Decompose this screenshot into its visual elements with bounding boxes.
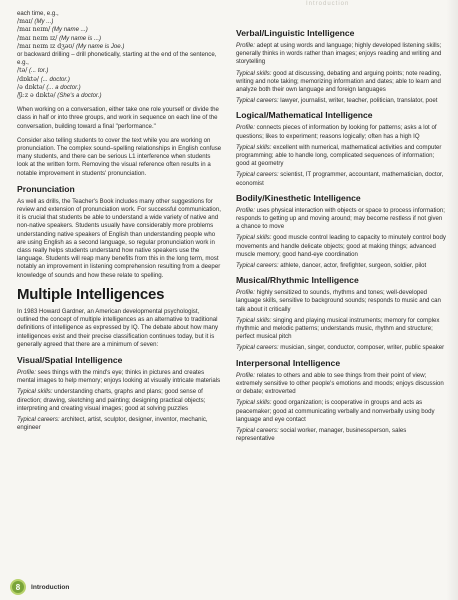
cover-text-paragraph: Consider also telling students to cover the text while you are working on pronunciation. The complex sound–spelling relationships in English confuse many students, and there can be serious L1 interference when students look at the written form. Removing the visual reference often results in a notable improvement in students' pronunciation. xyxy=(17,136,222,177)
section-heading: Interpersonal Intelligence xyxy=(236,357,341,368)
ipa-gloss: (She's a doctor.) xyxy=(55,92,102,100)
pronunciation-paragraph: As well as drills, the Teacher's Book includes many other suggestions for review and extension of pronunciation work. For successful communication, it is crucial that students be able to understand a wide variety of native and non-native speakers. Students usually have considerably more problems understanding native speakers of English than understanding people who are using English as a second language, so regular pronunciation work in class really helps students understand how native speakers use the language. Students will reap many benefits from this in the long term, most notably an improvement in listening comprehension resulting from a deeper knowledge of sounds and how these relate to spelling. xyxy=(17,197,221,279)
profile-label: Profile: xyxy=(236,42,255,49)
ipa-line xyxy=(17,18,222,26)
careers-text: architect, artist, sculptor, designer, inventor, mechanic, engineer xyxy=(17,415,208,432)
skills-label: Typical skills: xyxy=(236,234,272,242)
ipa-line xyxy=(17,26,222,34)
profile-entry xyxy=(236,124,446,140)
ipa-line xyxy=(17,92,222,100)
careers-entry xyxy=(236,427,446,443)
section-heading: Visual/Spatial Intelligence xyxy=(17,354,123,365)
ipa-gloss: (My name is Joe.) xyxy=(74,42,125,50)
ipa-gloss: (My ...) xyxy=(32,18,54,26)
careers-entry xyxy=(236,262,446,270)
skills-entry xyxy=(17,388,222,413)
section-heading: Bodily/Kinesthetic Intelligence xyxy=(236,192,361,203)
backward-drilling-text: or backward drilling – drill phonetically, starting at the end of the sentence, e.g., xyxy=(17,51,217,67)
ipa-text: /maɪ neɪm/ xyxy=(17,26,51,34)
careers-entry xyxy=(17,416,222,432)
careers-label: Typical careers: xyxy=(17,415,60,423)
skills-text: excellent with numerical, mathematical activities and computer programming; able to handle long, complicated sequences of information; good at geometry xyxy=(236,143,442,168)
profile-entry xyxy=(17,369,222,385)
skills-entry xyxy=(236,70,446,95)
skills-entry xyxy=(236,317,446,342)
careers-text: scientist, IT programmer, accountant, mathematician, doctor, economist xyxy=(236,171,444,187)
skills-label: Typical skills: xyxy=(236,143,272,151)
careers-text: lawyer, journalist, writer, teacher, politician, translator, poet xyxy=(278,97,438,105)
ipa-line xyxy=(17,35,222,43)
profile-entry xyxy=(236,289,446,314)
page-number-badge: 8 xyxy=(10,579,26,595)
skills-entry xyxy=(236,399,446,424)
profile-text: sees things with the mind's eye; thinks in pictures and creates mental images to help memory; enjoys looking at visually intricate materials xyxy=(17,368,221,385)
careers-label: Typical careers: xyxy=(236,344,279,352)
footer-section-label: Introduction xyxy=(31,583,70,591)
ipa-text: /dɒktə/ xyxy=(17,75,39,83)
skills-text: good organization; is cooperative in groups and acts as peacemaker; good at communicating verbally and nonverbally using body language and eye contact xyxy=(236,399,435,423)
ipa-line xyxy=(17,76,222,84)
ipa-text: /maɪ/ xyxy=(17,18,33,26)
profile-entry xyxy=(236,372,446,397)
page-footer xyxy=(10,578,69,596)
section-heading: Logical/Mathematical Intelligence xyxy=(236,110,373,121)
careers-label: Typical careers: xyxy=(236,171,279,179)
ipa-line xyxy=(17,43,222,51)
ipa-text: /tə/ xyxy=(17,67,28,75)
ipa-list-backward xyxy=(17,67,222,100)
ipa-text: /maɪ neɪm ɪz/ xyxy=(17,34,58,42)
profile-label: Profile: xyxy=(236,371,255,379)
multiple-intelligences-paragraph: In 1983 Howard Gardner, an American developmental psychologist, outlined the concept of multiple intelligences as an alternative to traditional definitions of intelligence as expressed by IQ. The debate about how many intelligences exist and their precise classification continues today, but it is generally agreed that there are a minimum of seven: xyxy=(17,307,219,348)
skills-text: understanding charts, graphs and plans; good sense of direction; drawing, sketching and painting; designing practical objects; interpreting and creating visual images; good at solving puzzles xyxy=(17,388,206,412)
skills-text: good muscle control leading to capacity to minutely control body movements and handle delicate objects; good at making things; advanced muscle memory; good hand-eye coordination xyxy=(236,234,446,258)
ipa-text: /maɪ neɪm ɪz dʒəʊ/ xyxy=(17,42,75,50)
interpersonal-section xyxy=(236,358,446,444)
ipa-gloss: (... doctor.) xyxy=(39,75,70,83)
careers-text: musician, singer, conductor, composer, writer, public speaker xyxy=(278,344,445,352)
careers-entry xyxy=(236,344,446,352)
skills-entry xyxy=(236,234,446,259)
logical-mathematical-section xyxy=(236,110,446,187)
section-heading: Musical/Rhythmic Intelligence xyxy=(236,275,359,286)
conversation-paragraph: When working on a conversation, either take one role yourself or divide the class in half or into three groups, and work in sequence on each line of the conversation, building toward a final "performance." xyxy=(17,106,219,130)
careers-entry xyxy=(236,171,446,187)
multiple-intelligences-heading: Multiple Intelligences xyxy=(17,285,165,303)
pronunciation-heading: Pronunciation xyxy=(17,183,75,194)
bodily-kinesthetic-section xyxy=(236,193,446,270)
section-heading: Verbal/Linguistic Intelligence xyxy=(236,28,355,38)
skills-label: Typical skills: xyxy=(236,316,272,324)
profile-text: adept at using words and language; highly developed listening skills; generally thinks in words rather than images; enjoys reading and writing and storytelling xyxy=(236,42,442,66)
ipa-line xyxy=(17,84,222,92)
ipa-line xyxy=(17,67,222,75)
verbal-linguistic-section xyxy=(236,28,446,105)
careers-label: Typical careers: xyxy=(236,97,279,105)
ipa-gloss: (My name ...) xyxy=(50,26,88,34)
careers-entry xyxy=(236,97,446,105)
skills-label: Typical skills: xyxy=(17,388,53,396)
ipa-gloss: (My name is ...) xyxy=(57,34,102,42)
profile-text: connects pieces of information by looking for patterns; asks a lot of questions; likes to experiment; reasons logically; often has a high IQ xyxy=(236,124,437,140)
profile-label: Profile: xyxy=(236,289,255,297)
profile-text: uses physical interaction with objects or space to process information; responds to getting up and moving around; may become restless if not given a chance to move xyxy=(236,206,445,231)
left-column xyxy=(17,10,222,437)
skills-text: singing and playing musical instruments; memory for complex rhythmic and melodic patterns; understands music, rhythm and structure; perfect musical pitch xyxy=(236,316,440,341)
ipa-gloss: (... a doctor.) xyxy=(44,83,81,91)
visual-spatial-section xyxy=(17,355,222,432)
ipa-list-forward xyxy=(17,18,222,51)
profile-label: Profile: xyxy=(236,206,255,214)
right-column xyxy=(236,24,446,448)
careers-text: athlete, dancer, actor, firefighter, surgeon, soldier, pilot xyxy=(278,262,427,270)
page-edge-shadow xyxy=(446,0,458,600)
careers-text: social worker, manager, businessperson, sales representative xyxy=(236,426,407,443)
intro-line: each time, e.g., xyxy=(17,10,59,17)
profile-text: highly sensitized to sounds, rhythms and tones; well-developed language skills, sensitive to background sounds; responds to music and can talk about it critically xyxy=(236,289,441,313)
skills-label: Typical skills: xyxy=(236,69,272,77)
ipa-gloss: (... tor.) xyxy=(27,67,49,75)
profile-entry xyxy=(236,207,446,232)
faint-header-text: Introduction xyxy=(306,1,350,7)
skills-entry xyxy=(236,144,446,169)
profile-entry xyxy=(236,42,446,67)
ipa-text: /ʃiːz ə dɒktə/ xyxy=(17,92,56,100)
profile-label: Profile: xyxy=(236,124,255,132)
profile-label: Profile: xyxy=(17,368,36,376)
skills-text: good at discussing, debating and arguing points; note reading, writing and note taking; memorizing information and dates; able to learn and analyze both their own language and foreign languages xyxy=(236,69,442,94)
careers-label: Typical careers: xyxy=(236,262,279,270)
musical-rhythmic-section xyxy=(236,275,446,352)
ipa-text: /ə dɒktə/ xyxy=(17,83,45,91)
careers-label: Typical careers: xyxy=(236,426,279,434)
profile-text: relates to others and able to see things from their point of view; extremely sensitive to other people's emotions and moods; enjoys discussion or debate; extroverted xyxy=(236,371,444,396)
skills-label: Typical skills: xyxy=(236,399,272,407)
